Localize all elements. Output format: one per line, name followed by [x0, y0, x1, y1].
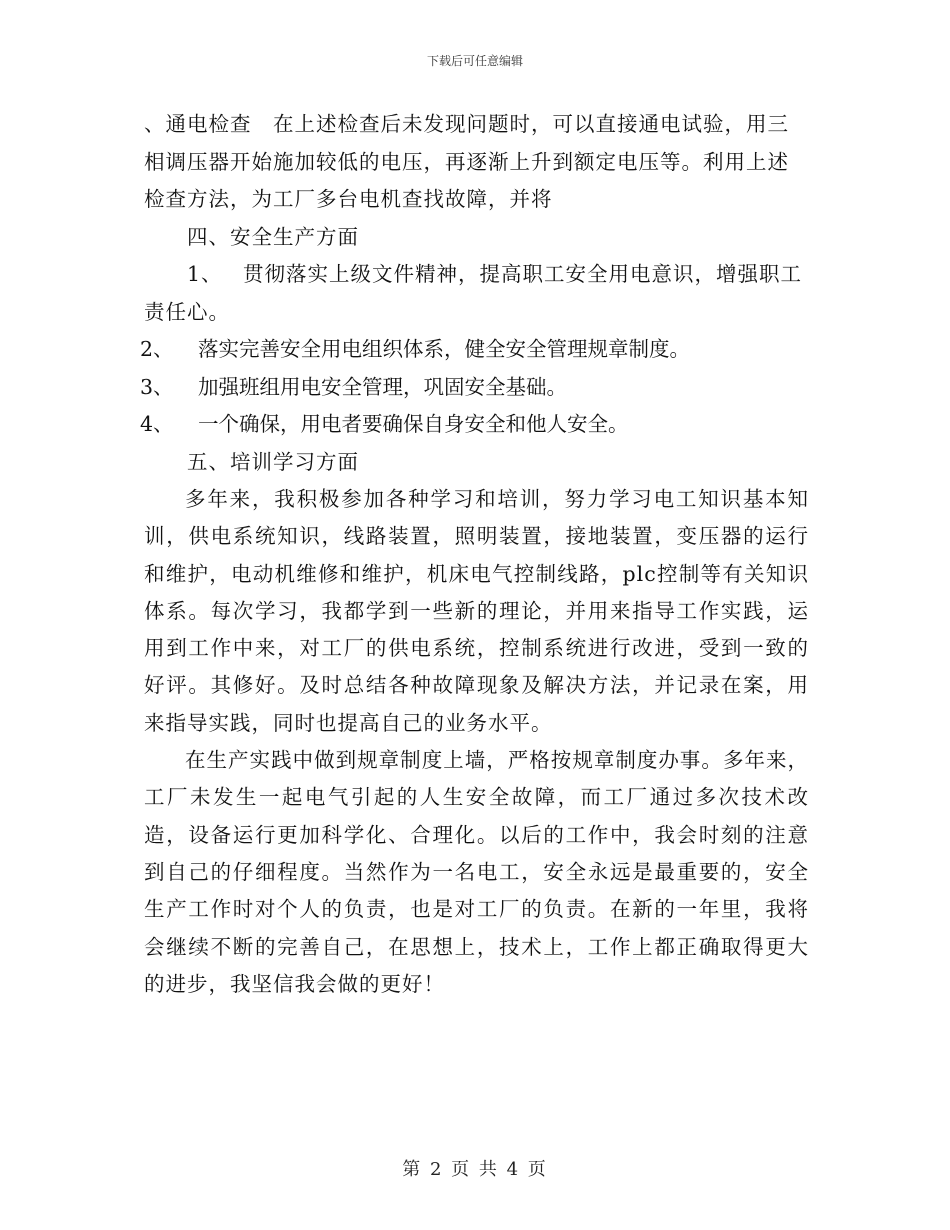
list-item-text: 落实完善安全用电组织体系，健全安全管理规章制度。 [198, 337, 690, 361]
list-item-text: 贯彻落实上级文件精神，提高职工安全用电意识，增强职工 [243, 262, 802, 286]
list-item [140, 369, 809, 407]
list-item-number: 1、 [187, 262, 223, 286]
list-item [140, 406, 809, 444]
intro-line: 检查方法，为工厂多台电机查找故障，并将 [144, 187, 553, 211]
list-item-text: 加强班组用电安全管理，巩固安全基础。 [198, 374, 567, 399]
intro-line: 、通电检查 在上述检查后未发现问题时，可以直接通电试验，用三 [144, 112, 789, 136]
intro-line: 相调压器开始施加较低的电压，再逐渐上升到额定电压等。利用上述 [144, 149, 789, 174]
section-heading: 四、安全生产方面 [187, 224, 359, 249]
page-header: 下载后可任意编辑 [426, 54, 523, 68]
list-item-text: 一个确保，用电者要确保自身安全和他人安全。 [198, 412, 629, 436]
list-item [144, 256, 809, 294]
document-body [140, 106, 809, 1003]
section-heading: 五、培训学习方面 [187, 449, 359, 474]
paragraph: 多年来，我积极参加各种学习和培训，努力学习电工知识基本知训，供电系统知识，线路装置，照明装置，接地装置，变压器的运行和维护，电动机维修和维护，机床电气控制线路，plc控制等有关知识体系。每次学习，我都学到一些新的理论，并用来指导工作实践，运用到工作中来，对工厂的供电系统，控制系统进行改进，受到一致的好评。其修好。及时总结各种故障现象及解决方法，并记录在案，用来指导实践，同时也提高自己的业务水平。 [144, 487, 809, 735]
list-item-number: 3、 [140, 374, 174, 399]
list-item-number: 2、 [140, 337, 174, 361]
list-item-continuation: 责任心。 [144, 299, 230, 324]
list-item-number: 4、 [140, 412, 174, 436]
paragraph: 在生产实践中做到规章制度上墙，严格按规章制度办事。多年来，工厂未发生一起电气引起的人生安全故障，而工厂通过多次技术改造，设备运行更加科学化、合理化。以后的工作中，我会时刻的注意到自己的仔细程度。当然作为一名电工，安全永远是最重要的，安全生产工作时对个人的负责，也是对工厂的负责。在新的一年里，我将会继续不断的完善自己，在思想上，技术上，工作上都正确取得更大的进步，我坚信我会做的更好！ [144, 748, 809, 996]
list-item [140, 331, 809, 369]
page-number: 第 2 页 共 4 页 [402, 1159, 548, 1180]
